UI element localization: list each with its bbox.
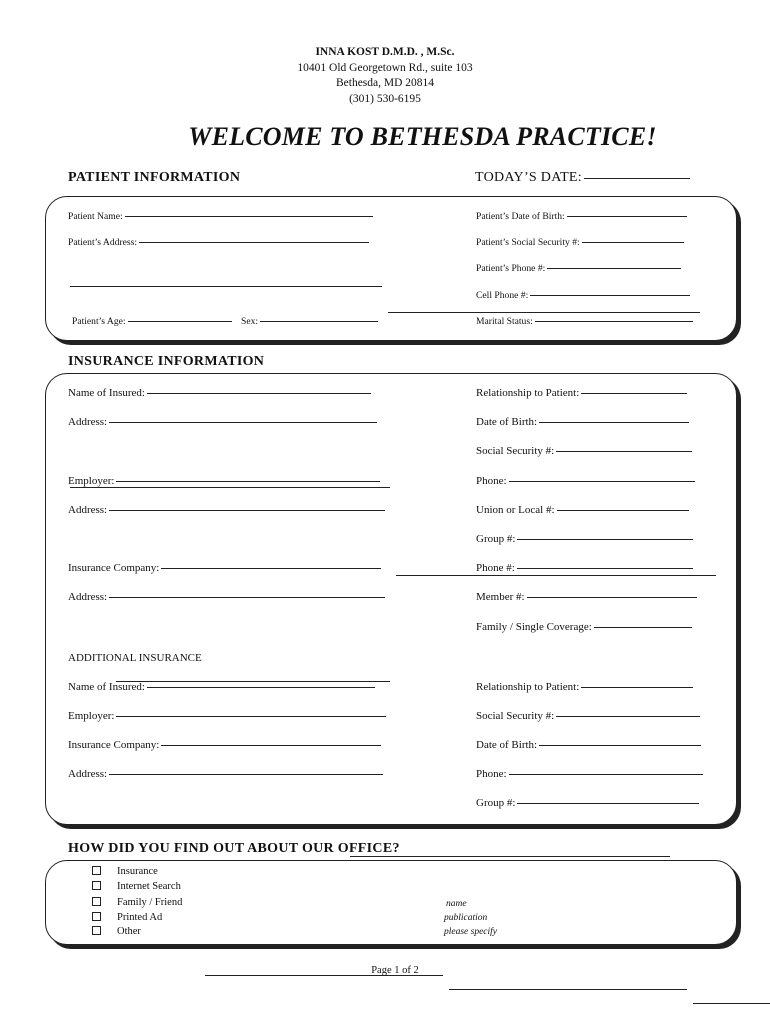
option-other-label: Other xyxy=(117,926,141,937)
page-title: WELCOME TO BETHESDA PRACTICE! xyxy=(188,122,657,151)
company-address-line[interactable] xyxy=(109,597,385,598)
insurance-section-heading: INSURANCE INFORMATION xyxy=(68,354,265,369)
insured-name-label: Name of Insured: xyxy=(68,387,145,399)
patient-name-line[interactable] xyxy=(125,216,373,217)
additional-phone-label: Phone: xyxy=(476,768,507,780)
marital-status-label: Marital Status: xyxy=(476,316,533,327)
todays-date-field[interactable] xyxy=(475,170,690,186)
employer-address-line[interactable] xyxy=(109,510,385,511)
union-label: Union or Local #: xyxy=(476,504,555,516)
additional-group-line[interactable] xyxy=(517,803,699,804)
cell-phone-line[interactable] xyxy=(530,295,690,296)
insured-address-line-2[interactable] xyxy=(70,487,390,488)
other-checkbox[interactable] xyxy=(92,926,101,935)
patient-address-field[interactable] xyxy=(68,237,369,248)
coverage-field[interactable] xyxy=(476,621,692,633)
other-specify-line[interactable] xyxy=(693,1003,770,1004)
relationship-line[interactable] xyxy=(581,393,687,394)
cell-phone-label: Cell Phone #: xyxy=(476,290,529,301)
option-printed-ad[interactable] xyxy=(92,912,162,923)
insured-address-field[interactable] xyxy=(68,416,377,428)
patient-age-label: Patient’s Age: xyxy=(72,316,126,327)
marital-status-line[interactable] xyxy=(535,321,693,322)
patient-address-line[interactable] xyxy=(139,242,369,243)
coverage-line[interactable] xyxy=(594,627,692,628)
insurance-company-label: Insurance Company: xyxy=(68,562,160,574)
additional-insured-line[interactable] xyxy=(147,687,375,688)
marital-status-field[interactable] xyxy=(476,316,693,327)
patient-phone-field[interactable] xyxy=(476,263,681,274)
relationship-label: Relationship to Patient: xyxy=(476,387,580,399)
employer-address-line-2[interactable] xyxy=(396,575,716,576)
insurance-checkbox[interactable] xyxy=(92,866,101,875)
insured-name-field[interactable] xyxy=(68,387,371,399)
additional-relationship-line[interactable] xyxy=(581,687,693,688)
insured-dob-field[interactable] xyxy=(476,416,689,428)
patient-ssn-label: Patient’s Social Security #: xyxy=(476,237,580,248)
printed-ad-checkbox[interactable] xyxy=(92,912,101,921)
additional-insured-field[interactable] xyxy=(68,681,375,693)
additional-insured-label: Name of Insured: xyxy=(68,681,145,693)
practice-header xyxy=(0,45,770,107)
referral-section-heading: HOW DID YOU FIND OUT ABOUT OUR OFFICE? xyxy=(68,841,400,856)
additional-employer-line[interactable] xyxy=(116,716,386,717)
additional-company-field[interactable] xyxy=(68,739,381,751)
additional-employer-field[interactable] xyxy=(68,710,386,722)
sex-label: Sex: xyxy=(241,316,259,327)
sex-field[interactable] xyxy=(241,316,378,327)
company-phone-label: Phone #: xyxy=(476,562,515,574)
group-label: Group #: xyxy=(476,533,516,545)
employer-address-label: Address: xyxy=(68,504,108,516)
insurance-company-field[interactable] xyxy=(68,562,381,574)
additional-relationship-label: Relationship to Patient: xyxy=(476,681,580,693)
additional-company-label: Insurance Company: xyxy=(68,739,160,751)
patient-age-line[interactable] xyxy=(128,321,232,322)
additional-insurance-heading: ADDITIONAL INSURANCE xyxy=(68,652,202,664)
company-phone-field[interactable] xyxy=(476,562,693,574)
insurance-company-line[interactable] xyxy=(161,568,381,569)
additional-relationship-field[interactable] xyxy=(476,681,693,693)
additional-employer-label: Employer: xyxy=(68,710,115,722)
company-address-field[interactable] xyxy=(68,591,385,603)
insured-ssn-field[interactable] xyxy=(476,445,692,457)
option-insurance[interactable] xyxy=(92,866,158,877)
patient-dob-label: Patient’s Date of Birth: xyxy=(476,211,565,222)
option-printed-ad-label: Printed Ad xyxy=(117,912,163,923)
option-other[interactable] xyxy=(92,926,141,937)
patient-phone-label: Patient’s Phone #: xyxy=(476,263,546,274)
patient-ssn-line[interactable] xyxy=(582,242,684,243)
additional-dob-field[interactable] xyxy=(476,739,701,751)
insured-address-line[interactable] xyxy=(109,422,377,423)
patient-address-line-2[interactable] xyxy=(70,286,382,287)
employer-field[interactable] xyxy=(68,475,380,487)
other-specify-hint: please specify xyxy=(444,927,498,937)
union-line[interactable] xyxy=(557,510,689,511)
insured-address-label: Address: xyxy=(68,416,108,428)
additional-ssn-label: Social Security #: xyxy=(476,710,555,722)
friend-name-hint: name xyxy=(446,899,467,909)
patient-address-line-3[interactable] xyxy=(388,312,700,313)
additional-ssn-field[interactable] xyxy=(476,710,700,722)
doctor-name: INNA KOST D.M.D. , M.Sc. xyxy=(315,46,455,58)
employer-address-field[interactable] xyxy=(68,504,385,516)
insured-dob-line[interactable] xyxy=(539,422,689,423)
member-line[interactable] xyxy=(527,597,697,598)
page-number: Page 1 of 2 xyxy=(371,965,419,976)
patient-section-heading: PATIENT INFORMATION xyxy=(68,170,241,185)
todays-date-line[interactable] xyxy=(584,178,690,179)
additional-dob-line[interactable] xyxy=(539,745,701,746)
employer-line[interactable] xyxy=(116,481,380,482)
additional-address-label: Address: xyxy=(68,768,108,780)
relationship-field[interactable] xyxy=(476,387,687,399)
group-line[interactable] xyxy=(517,539,693,540)
address-line-2: Bethesda, MD 20814 xyxy=(335,77,435,89)
patient-address-label: Patient’s Address: xyxy=(68,237,138,248)
additional-group-field[interactable] xyxy=(476,797,699,809)
patient-dob-field[interactable] xyxy=(476,211,687,222)
patient-ssn-field[interactable] xyxy=(476,237,684,248)
employer-phone-line[interactable] xyxy=(509,481,695,482)
insured-dob-label: Date of Birth: xyxy=(476,416,538,428)
patient-phone-line[interactable] xyxy=(547,268,681,269)
internet-search-checkbox[interactable] xyxy=(92,881,101,890)
insured-name-line[interactable] xyxy=(147,393,371,394)
sex-line[interactable] xyxy=(260,321,378,322)
member-field[interactable] xyxy=(476,591,697,603)
additional-phone-field[interactable] xyxy=(476,768,703,780)
option-insurance-label: Insurance xyxy=(117,866,158,877)
patient-name-label: Patient Name: xyxy=(68,211,123,222)
group-field[interactable] xyxy=(476,533,693,545)
option-internet-search[interactable] xyxy=(92,881,181,892)
union-field[interactable] xyxy=(476,504,689,516)
todays-date-label: TODAY’S DATE: xyxy=(475,170,582,185)
address-line-1: 10401 Old Georgetown Rd., suite 103 xyxy=(297,61,473,74)
additional-company-line[interactable] xyxy=(161,745,381,746)
patient-age-field[interactable] xyxy=(72,316,232,327)
option-internet-search-label: Internet Search xyxy=(117,881,181,892)
employer-label: Employer: xyxy=(68,475,115,487)
option-family-friend[interactable] xyxy=(92,897,182,908)
publication-line[interactable] xyxy=(449,989,687,990)
family-friend-checkbox[interactable] xyxy=(92,897,101,906)
additional-group-label: Group #: xyxy=(476,797,516,809)
additional-address-field[interactable] xyxy=(68,768,383,780)
option-family-friend-label: Family / Friend xyxy=(117,897,183,908)
additional-dob-label: Date of Birth: xyxy=(476,739,538,751)
additional-ssn-line[interactable] xyxy=(556,716,700,717)
insured-ssn-line[interactable] xyxy=(556,451,692,452)
additional-phone-line[interactable] xyxy=(509,774,703,775)
insured-ssn-label: Social Security #: xyxy=(476,445,555,457)
company-phone-line[interactable] xyxy=(517,568,693,569)
coverage-label: Family / Single Coverage: xyxy=(476,621,592,633)
patient-name-field[interactable] xyxy=(68,211,373,222)
company-address-label: Address: xyxy=(68,591,108,603)
additional-address-line[interactable] xyxy=(109,774,383,775)
patient-dob-line[interactable] xyxy=(567,216,687,217)
publication-hint: publication xyxy=(444,913,488,923)
office-phone: (301) 530-6195 xyxy=(349,92,421,105)
employer-phone-label: Phone: xyxy=(476,475,507,487)
cell-phone-field[interactable] xyxy=(476,290,690,301)
employer-phone-field[interactable] xyxy=(476,475,695,487)
member-label: Member #: xyxy=(476,591,525,603)
